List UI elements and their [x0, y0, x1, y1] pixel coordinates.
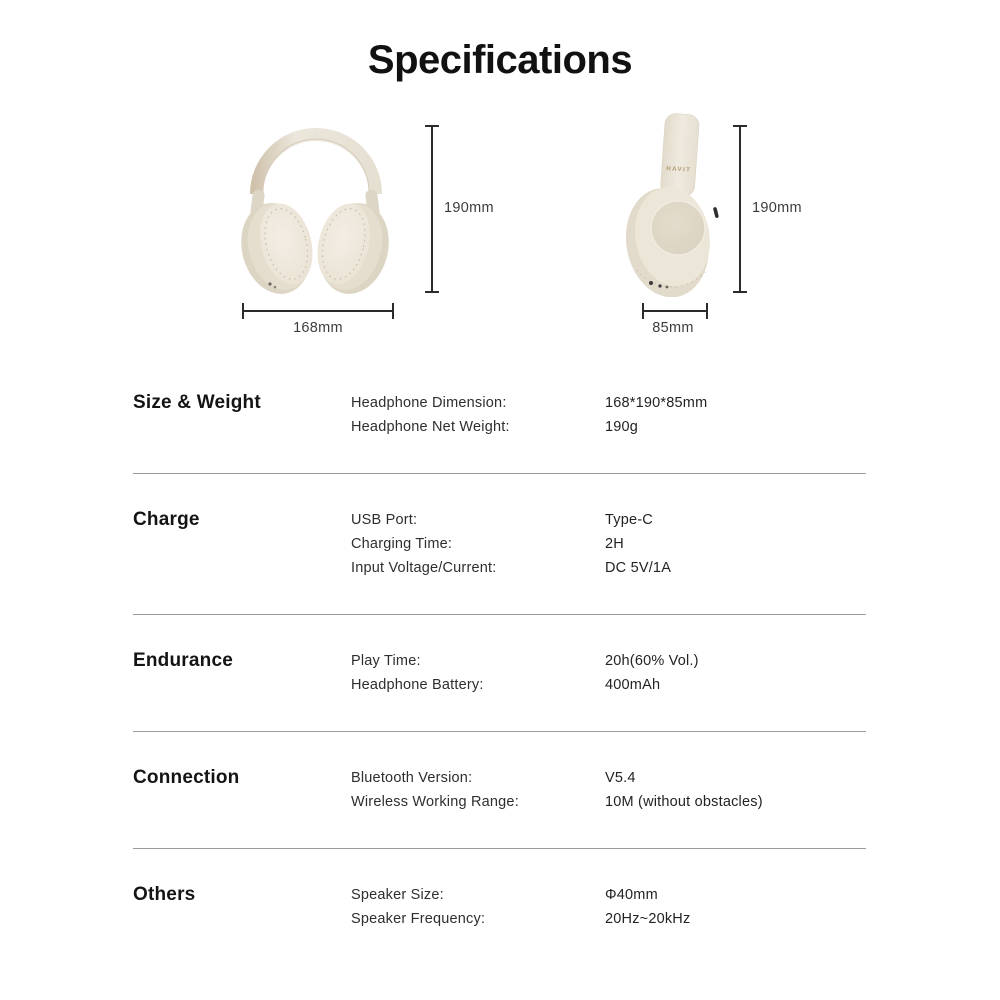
left-ear-cup [232, 195, 322, 301]
spec-row [351, 556, 866, 580]
spec-value: 20Hz~20kHz [605, 911, 691, 927]
brand-logo-text: HAVIT [666, 165, 692, 174]
spec-rows [351, 766, 866, 814]
spec-row [351, 508, 866, 532]
section-heading: Connection [133, 767, 240, 788]
side-height-dimension-line [732, 124, 748, 294]
side-headband-strap [660, 113, 700, 197]
spec-row [351, 649, 866, 673]
side-height-label: 190mm [752, 200, 802, 216]
front-height-label: 190mm [444, 200, 494, 216]
spec-row [351, 883, 866, 907]
spec-row [351, 415, 866, 439]
spec-section-others [133, 849, 866, 965]
spec-section-size-weight [133, 357, 866, 474]
front-width-dimension-line [241, 302, 395, 320]
spec-row [351, 391, 866, 415]
spec-section-endurance [133, 615, 866, 732]
spec-label: Headphone Dimension: [351, 395, 507, 411]
spec-value: 168*190*85mm [605, 395, 708, 411]
front-height-dimension-line [424, 124, 440, 294]
spec-label: Bluetooth Version: [351, 770, 473, 786]
spec-label: Charging Time: [351, 536, 453, 552]
side-width-dimension-line [641, 302, 709, 320]
spec-label: Speaker Frequency: [351, 911, 486, 927]
spec-section-charge [133, 474, 866, 615]
section-heading: Charge [133, 509, 200, 530]
spec-value: 10M (without obstacles) [605, 794, 763, 810]
spec-value: Φ40mm [605, 887, 658, 903]
spec-section-connection [133, 732, 866, 849]
spec-table [133, 357, 866, 965]
spec-label: USB Port: [351, 512, 418, 528]
product-figure [0, 0, 1000, 360]
spec-value: 400mAh [605, 677, 661, 693]
section-heading: Others [133, 884, 196, 905]
spec-rows [351, 649, 866, 697]
spec-row [351, 673, 866, 697]
headphones-front-image [230, 116, 400, 301]
spec-row [351, 766, 866, 790]
spec-row [351, 532, 866, 556]
right-ear-cup [308, 195, 398, 301]
headband [250, 128, 382, 194]
spec-value: 2H [605, 536, 624, 552]
page-title: Specifications [367, 38, 633, 82]
spec-label: Play Time: [351, 653, 421, 669]
spec-rows [351, 391, 866, 439]
side-width-label: 85mm [652, 320, 694, 336]
spec-label: Input Voltage/Current: [351, 560, 497, 576]
spec-value: V5.4 [605, 770, 636, 786]
spec-row [351, 790, 866, 814]
section-heading: Size & Weight [133, 392, 261, 413]
spec-label: Headphone Net Weight: [351, 419, 510, 435]
spec-value: Type-C [605, 512, 653, 528]
spec-rows [351, 883, 866, 931]
spec-label: Headphone Battery: [351, 677, 484, 693]
spec-row [351, 907, 866, 931]
spec-value: 20h(60% Vol.) [605, 653, 699, 669]
spec-rows [351, 508, 866, 580]
spec-label: Wireless Working Range: [351, 794, 519, 810]
spec-value: 190g [605, 419, 639, 435]
spec-value: DC 5V/1A [605, 560, 672, 576]
cup-slider-detail [713, 207, 719, 219]
spec-label: Speaker Size: [351, 887, 444, 903]
section-heading: Endurance [133, 650, 233, 671]
headphones-side-image [617, 112, 732, 297]
front-width-label: 168mm [293, 320, 343, 336]
